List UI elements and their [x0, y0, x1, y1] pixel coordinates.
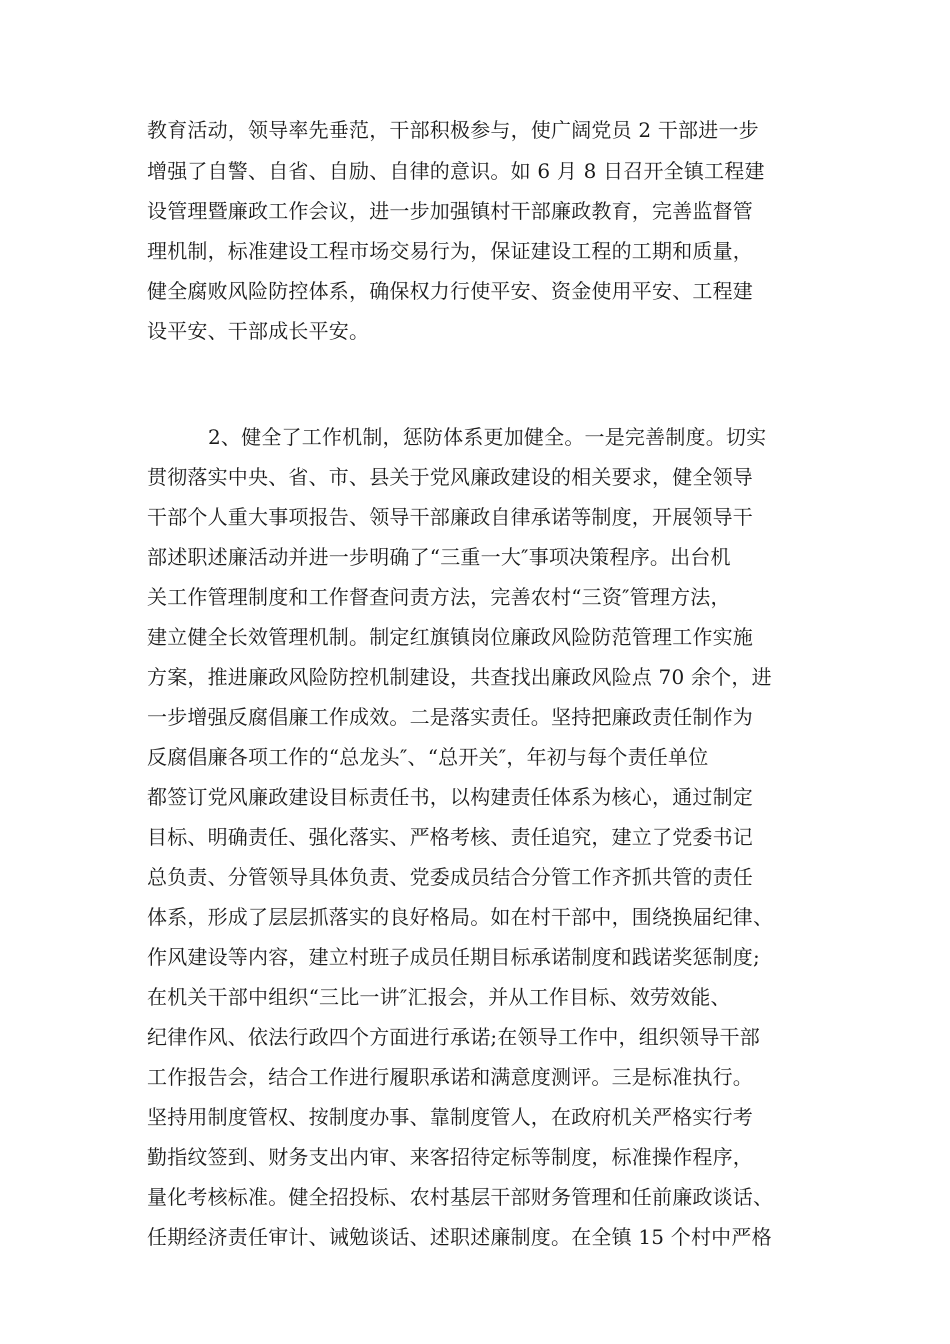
text-line: 都签订党风廉政建设目标责任书，以构建责任体系为核心，通过制定	[147, 785, 753, 809]
text-line: 体系，形成了层层抓落实的良好格局。如在村干部中，围绕换届纪律、	[147, 905, 774, 929]
text-line: 总负责、分管领导具体负责、党委成员结合分管工作齐抓共管的责任	[147, 865, 753, 889]
text-line: 贯彻落实中央、省、市、县关于党风廉政建设的相关要求，健全领导	[147, 465, 753, 489]
text-line: 一步增强反腐倡廉工作成效。二是落实责任。坚持把廉政责任制作为	[147, 705, 753, 729]
text-line: 勤指纹签到、财务支出内审、来客招待定标等制度，标准操作程序，	[147, 1145, 753, 1169]
text-line: 反腐倡廉各项工作的“总龙头″、“总开关″，年初与每个责任单位	[147, 745, 709, 769]
text-line: 在机关干部中组织“三比一讲″汇报会，并从工作目标、效劳效能、	[147, 985, 731, 1009]
text-line: 作风建设等内容，建立村班子成员任期目标承诺制度和践诺奖惩制度;	[147, 945, 760, 969]
text-line: 任期经济责任审计、诫勉谈话、述职述廉制度。在全镇 15 个村中严格	[147, 1225, 772, 1249]
text-line: 目标、明确责任、强化落实、严格考核、责任追究，建立了党委书记	[147, 825, 753, 849]
text-line: 健全腐败风险防控体系，确保权力行使平安、资金使用平安、工程建	[147, 279, 753, 303]
text-line: 增强了自警、自省、自励、自律的意识。如 6 月 8 日召开全镇工程建	[147, 159, 765, 183]
text-line: 关工作管理制度和工作督查问责方法，完善农村“三资″管理方法，	[147, 585, 731, 609]
text-line: 建立健全长效管理机制。制定红旗镇岗位廉政风险防范管理工作实施	[147, 625, 753, 649]
text-line: 纪律作风、依法行政四个方面进行承诺;在领导工作中，组织领导干部	[147, 1025, 760, 1049]
text-line: 2、健全了工作机制，惩防体系更加健全。一是完善制度。切实	[208, 425, 767, 449]
text-line: 部述职述廉活动并进一步明确了“三重一大″事项决策程序。出台机	[147, 545, 731, 569]
text-line: 干部个人重大事项报告、领导干部廉政自律承诺等制度，开展领导干	[147, 505, 753, 529]
text-line: 设平安、干部成长平安。	[147, 319, 370, 343]
text-line: 设管理暨廉政工作会议，进一步加强镇村干部廉政教育，完善监督管	[147, 199, 753, 223]
text-line: 理机制，标准建设工程市场交易行为，保证建设工程的工期和质量，	[147, 239, 753, 263]
text-line: 方案，推进廉政风险防控机制建设，共查找出廉政风险点 70 余个，进	[147, 665, 772, 689]
text-line: 坚持用制度管权、按制度办事、靠制度管人，在政府机关严格实行考	[147, 1105, 753, 1129]
text-line: 教育活动，领导率先垂范，干部积极参与，使广阔党员 2 干部进一步	[147, 118, 759, 142]
text-line: 量化考核标准。健全招投标、农村基层干部财务管理和任前廉政谈话、	[147, 1185, 774, 1209]
text-line: 工作报告会，结合工作进行履职承诺和满意度测评。三是标准执行。	[147, 1065, 753, 1089]
